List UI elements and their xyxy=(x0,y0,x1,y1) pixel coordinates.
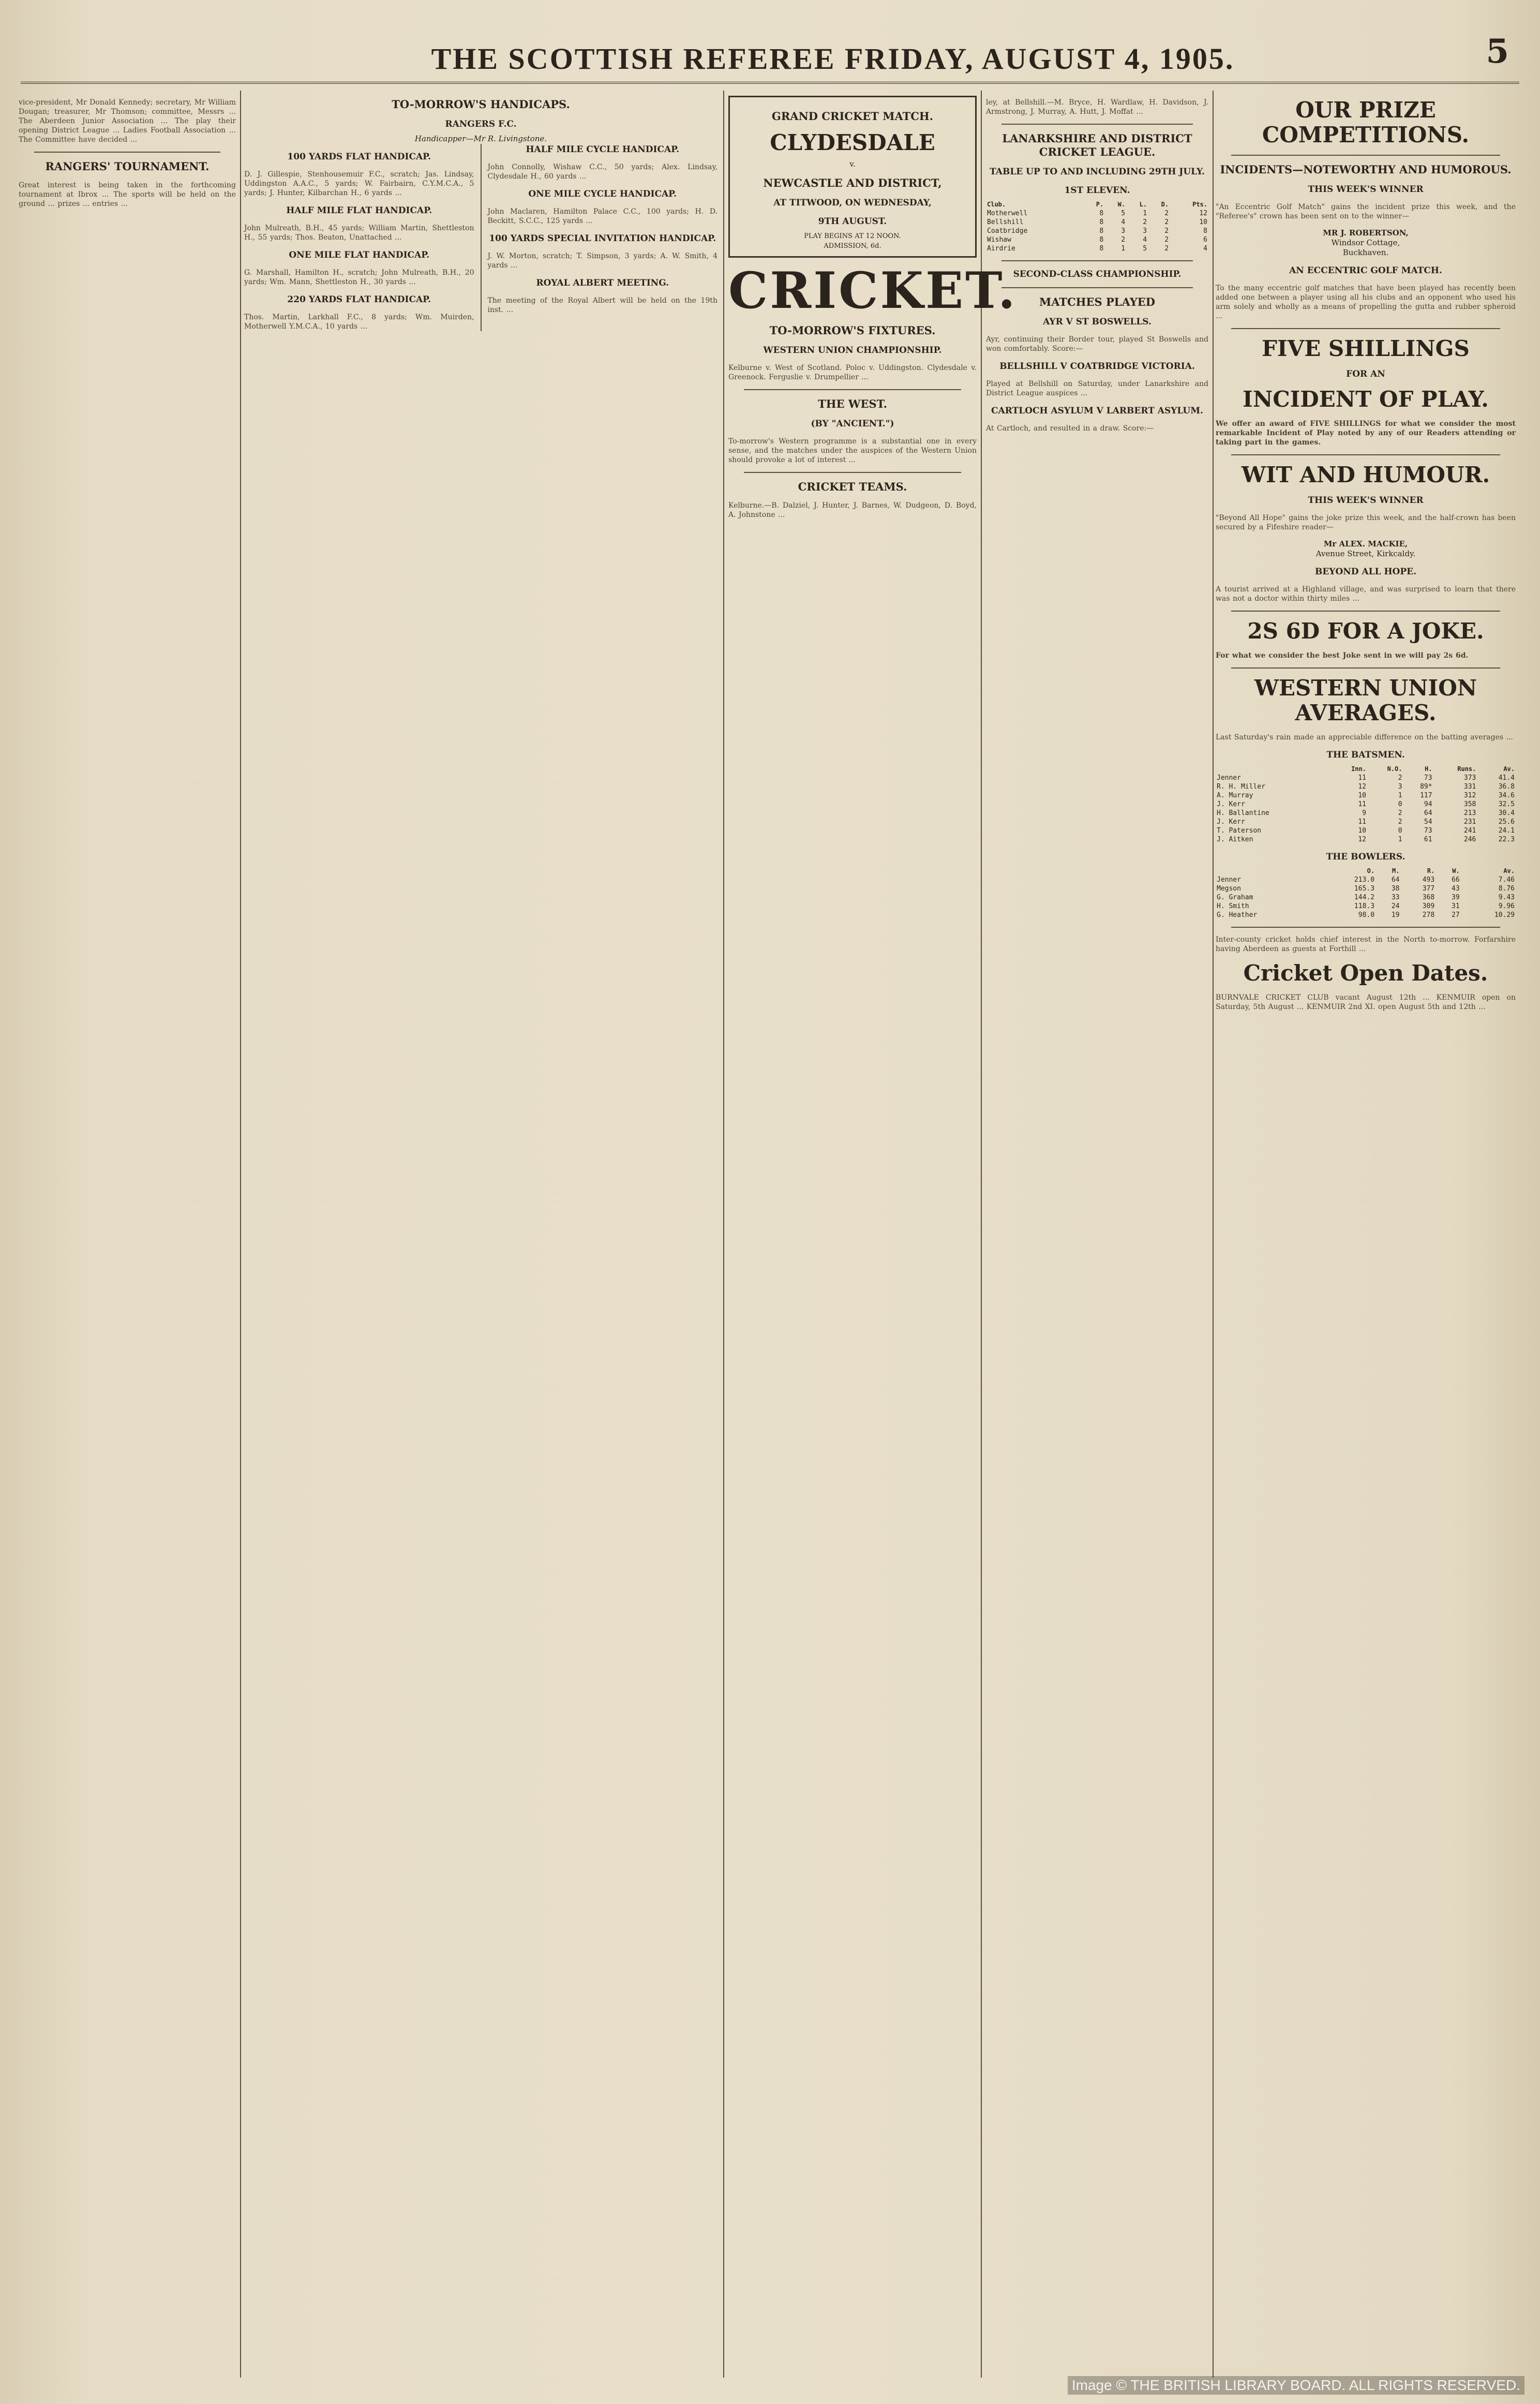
table-cell: H. Smith xyxy=(1217,902,1249,910)
divider xyxy=(1231,927,1500,928)
table-cell: T. Paterson xyxy=(1217,827,1262,835)
match-heading: AYR V ST BOSWELLS. xyxy=(1043,317,1152,327)
table-cell: 8.76 xyxy=(1498,885,1515,893)
announcement-title: GRAND CRICKET MATCH. xyxy=(771,110,934,123)
table-cell: 2 xyxy=(1164,227,1169,235)
table-cell: 34.6 xyxy=(1498,792,1515,799)
table-header-cell xyxy=(1216,867,1321,875)
table-cell: 2 xyxy=(1164,218,1169,226)
table-cell: J. Kerr xyxy=(1217,800,1245,808)
table-header-cell: N.O. xyxy=(1387,765,1402,773)
article-text: Inter-county cricket holds chief interest in the North to-morrow. Forfarshire having Aberdeen as guests at Forthill ... xyxy=(1216,936,1516,953)
table-cell: J. Aitken xyxy=(1217,836,1253,843)
section-subheading: THE BATSMEN. xyxy=(1326,750,1405,760)
table-cell: 2 xyxy=(1164,245,1169,253)
table-cell: 9.43 xyxy=(1498,894,1515,901)
table-cell: 377 xyxy=(1422,885,1435,893)
table-cell: 66 xyxy=(1452,876,1460,884)
article-text: "An Eccentric Golf Match" gains the incident prize this week, and the "Referee's" crown has been sent on to the winner— xyxy=(1216,203,1516,220)
table-cell: 61 xyxy=(1424,836,1432,843)
article-heading: AN ECCENTRIC GOLF MATCH. xyxy=(1289,265,1442,276)
section-subheading: ONE MILE CYCLE HANDICAP. xyxy=(528,189,677,199)
article-heading: INCIDENTS—NOTEWORTHY AND HUMOROUS. xyxy=(1220,163,1512,176)
table-header-cell: Inn. xyxy=(1351,765,1366,773)
table-cell: 5 xyxy=(1121,210,1126,217)
table-cell: 10 xyxy=(1358,792,1366,799)
section-subheading: FOR AN xyxy=(1346,369,1385,379)
article-text: A tourist arrived at a Highland village, and was surprised to learn that there was not a doctor within thirty miles ... xyxy=(1216,585,1516,603)
table-cell: 64 xyxy=(1424,809,1432,817)
table-header-cell: Av. xyxy=(1503,765,1515,773)
table-cell: 2 xyxy=(1164,210,1169,217)
match-announcement xyxy=(728,96,977,258)
announcement-line: AT TITWOOD, ON WEDNESDAY, xyxy=(773,198,932,208)
table-cell: 9 xyxy=(1362,809,1366,817)
table-row xyxy=(1216,782,1516,791)
section-subheading: THE BOWLERS. xyxy=(1326,852,1406,862)
divider xyxy=(34,152,220,153)
table-cell: 11 xyxy=(1358,800,1366,808)
table-row xyxy=(1216,791,1516,800)
table-cell: 0 xyxy=(1398,800,1402,808)
table-cell: 73 xyxy=(1424,827,1432,835)
table-cell: 33 xyxy=(1391,894,1400,901)
table-row xyxy=(1216,809,1516,818)
league-table xyxy=(986,200,1208,253)
byline: (BY "ANCIENT.") xyxy=(811,419,894,429)
table-cell: 1 xyxy=(1398,792,1402,799)
table-row xyxy=(1216,818,1516,826)
table-row xyxy=(1216,884,1516,893)
article-heading: INCIDENT OF PLAY. xyxy=(1243,387,1489,412)
table-cell: 8 xyxy=(1099,245,1104,253)
table-cell: Motherwell xyxy=(987,210,1028,217)
table-cell: 10 xyxy=(1358,827,1366,835)
handicap-listings xyxy=(244,144,717,331)
table-header-cell: H. xyxy=(1425,765,1432,773)
article-heading: TO-MORROW'S HANDICAPS. xyxy=(392,98,570,111)
table-row xyxy=(1216,774,1516,782)
batting-averages-table xyxy=(1216,765,1516,844)
table-cell: Coatbridge xyxy=(987,227,1028,235)
table-header-cell: P. xyxy=(1096,201,1104,208)
article-text: BURNVALE CRICKET CLUB vacant August 12th ... KENMUIR open on Saturday, 5th August ... KENMUIR 2nd XI. open August 5th and 12th ... xyxy=(1216,993,1516,1011)
table-cell: 331 xyxy=(1463,783,1476,791)
section-text: D. J. Gillespie, Stenhousemuir F.C., scratch; Jas. Lindsay, Uddingston A.A.C., 5 yards; W. Fairbairn, C.Y.M.C.A., 5 yards; J. Hunter, Kilbarchan H., 6 yards ... xyxy=(244,170,474,197)
masthead xyxy=(0,32,1540,83)
table-header-cell: Av. xyxy=(1503,867,1515,874)
article-heading: LANARKSHIRE AND DISTRICT CRICKET LEAGUE. xyxy=(1002,132,1192,158)
table-cell: 0 xyxy=(1398,827,1402,835)
section-text: John Connolly, Wishaw C.C., 50 yards; Alex. Lindsay, Clydesdale H., 60 yards ... xyxy=(487,163,717,181)
table-header-cell: L. xyxy=(1139,201,1147,208)
bowling-table-body xyxy=(1216,875,1516,919)
table-cell: 2 xyxy=(1164,236,1169,244)
table-cell: 10.29 xyxy=(1494,911,1515,919)
article-text: "Beyond All Hope" gains the joke prize this week, and the half-crown has been secured by a Fifeshire reader— xyxy=(1216,514,1516,531)
table-row xyxy=(1216,800,1516,809)
table-header-cell: Runs. xyxy=(1457,765,1476,773)
table-cell: 98.0 xyxy=(1358,911,1375,919)
table-cell: 11 xyxy=(1358,774,1366,782)
winner-address: Buckhaven. xyxy=(1342,248,1389,257)
table-cell: 165.3 xyxy=(1354,885,1375,893)
table-cell: 2 xyxy=(1398,774,1402,782)
table-cell: 358 xyxy=(1463,800,1476,808)
table-cell: 31 xyxy=(1452,902,1460,910)
table-cell: A. Murray xyxy=(1217,792,1253,799)
article-text: ley, at Bellshill.—M. Bryce, H. Wardlaw, H. Davidson, J. Armstrong, J. Murray, A. Hutt, J. Moffat ... xyxy=(986,98,1208,116)
divider xyxy=(744,472,961,473)
section-subheading: 100 YARDS SPECIAL INVITATION HANDICAP. xyxy=(489,233,716,244)
table-cell: 8 xyxy=(1099,218,1104,226)
section-subheading: HALF MILE FLAT HANDICAP. xyxy=(286,205,432,216)
section-subheading: THIS WEEK'S WINNER xyxy=(1308,495,1424,506)
table-row xyxy=(1216,911,1516,919)
article-heading: Cricket Open Dates. xyxy=(1243,960,1488,986)
page-title: THE SCOTTISH REFEREE FRIDAY, AUGUST 4, 1905. xyxy=(431,42,1235,76)
table-cell: 8 xyxy=(1099,210,1104,217)
table-cell: 117 xyxy=(1420,792,1432,799)
table-cell: 3 xyxy=(1121,227,1126,235)
table-cell: 32.5 xyxy=(1498,800,1515,808)
table-cell: 36.8 xyxy=(1498,783,1515,791)
handicapper-note: Handicapper—Mr R. Livingstone. xyxy=(414,134,547,143)
match-heading: CARTLOCH ASYLUM V LARBERT ASYLUM. xyxy=(991,406,1203,416)
table-cell: 8 xyxy=(1099,236,1104,244)
section-subheading: HALF MILE CYCLE HANDICAP. xyxy=(526,144,680,155)
table-cell: 2 xyxy=(1143,218,1147,226)
table-row xyxy=(986,218,1208,227)
table-cell: 4 xyxy=(1121,218,1126,226)
table-header-cell: O. xyxy=(1367,867,1375,874)
section-text: The meeting of the Royal Albert will be held on the 19th inst. ... xyxy=(487,296,717,314)
table-cell: R. H. Miller xyxy=(1217,783,1265,791)
article-heading: 2S 6D FOR A JOKE. xyxy=(1247,618,1484,644)
table-cell: G. Graham xyxy=(1217,894,1253,901)
article-heading: WIT AND HUMOUR. xyxy=(1241,462,1490,487)
section-text: J. W. Morton, scratch; T. Simpson, 3 yards; A. W. Smith, 4 yards ... xyxy=(487,252,717,270)
table-cell: 54 xyxy=(1424,818,1432,826)
batting-table-body xyxy=(1216,774,1516,844)
league-table-body xyxy=(986,209,1208,253)
table-header-row xyxy=(1216,765,1516,774)
table-cell: 246 xyxy=(1463,836,1476,843)
article-text: Kelburne.—B. Dalziel, J. Hunter, J. Barnes, W. Dudgeon, D. Boyd, A. Johnstone ... xyxy=(728,501,977,519)
table-cell: 309 xyxy=(1422,902,1435,910)
announcement-line: NEWCASTLE AND DISTRICT, xyxy=(763,176,942,189)
section-text: G. Marshall, Hamilton H., scratch; John Mulreath, B.H., 20 yards; Wm. Mann, Shettleston H., 30 yards ... xyxy=(244,269,474,286)
article-heading: THE WEST. xyxy=(818,397,887,410)
match-heading: BELLSHILL V COATBRIDGE VICTORIA. xyxy=(999,361,1195,372)
table-cell: 11 xyxy=(1358,818,1366,826)
table-cell: Megson xyxy=(1217,885,1241,893)
section-subheading: ONE MILE FLAT HANDICAP. xyxy=(289,250,430,260)
table-cell: J. Kerr xyxy=(1217,818,1245,826)
table-cell: Jenner xyxy=(1217,774,1241,782)
table-row xyxy=(986,244,1208,253)
divider xyxy=(1001,287,1193,288)
table-header-row xyxy=(986,200,1208,209)
table-cell: 9.96 xyxy=(1498,902,1515,910)
table-row xyxy=(1216,902,1516,911)
table-row xyxy=(986,209,1208,218)
table-cell: 1 xyxy=(1398,836,1402,843)
table-cell: 22.3 xyxy=(1498,836,1515,843)
table-row xyxy=(1216,835,1516,844)
table-row xyxy=(1216,875,1516,884)
article-text: Ayr, continuing their Border tour, played St Boswells and won comfortably. Score:— xyxy=(986,335,1208,353)
section-text: John Maclaren, Hamilton Palace C.C., 100 yards; H. D. Beckitt, S.C.C., 125 yards ... xyxy=(487,207,717,225)
article-text: Last Saturday's rain made an appreciable difference on the batting averages ... xyxy=(1216,733,1513,741)
article-heading: BEYOND ALL HOPE. xyxy=(1314,567,1416,577)
table-cell: 6 xyxy=(1203,236,1207,244)
table-cell: Bellshill xyxy=(987,218,1024,226)
table-cell: 19 xyxy=(1391,911,1400,919)
table-row xyxy=(1216,893,1516,902)
winner-name: MR J. ROBERTSON, xyxy=(1323,228,1409,238)
divider xyxy=(1231,155,1500,156)
table-cell: Jenner xyxy=(1217,876,1241,884)
table-cell: 213 xyxy=(1463,809,1476,817)
divider xyxy=(1231,611,1500,612)
announcement-line: v. xyxy=(849,159,856,169)
table-cell: 241 xyxy=(1463,827,1476,835)
page-number: 5 xyxy=(1486,32,1509,71)
column-rule xyxy=(1213,91,1214,2378)
table-cell: 368 xyxy=(1422,894,1435,901)
table-cell: 278 xyxy=(1422,911,1435,919)
table-header-cell: M. xyxy=(1392,867,1400,874)
table-cell: 7.46 xyxy=(1498,876,1515,884)
table-cell: Airdrie xyxy=(987,245,1015,253)
table-cell: 5 xyxy=(1143,245,1147,253)
section-subheading: RANGERS F.C. xyxy=(445,119,517,129)
table-cell: 3 xyxy=(1398,783,1402,791)
table-cell: 2 xyxy=(1398,818,1402,826)
table-header-cell: Pts. xyxy=(1192,201,1207,208)
table-cell: 1 xyxy=(1121,245,1126,253)
table-cell: 493 xyxy=(1422,876,1435,884)
announcement-line: ADMISSION, 6d. xyxy=(824,242,881,250)
image-credit: Image © THE BRITISH LIBRARY BOARD. ALL RIGHTS RESERVED. xyxy=(1068,2376,1524,2395)
table-cell: 43 xyxy=(1452,885,1460,893)
table-cell: 25.6 xyxy=(1498,818,1515,826)
article-heading: TO-MORROW'S FIXTURES. xyxy=(769,324,936,337)
section-subheading: TABLE UP TO AND INCLUDING 29TH JULY. xyxy=(990,167,1205,177)
column-5 xyxy=(1216,91,1516,2378)
competitions-heading: OUR PRIZE COMPETITIONS. xyxy=(1262,97,1470,147)
table-cell: 213.0 xyxy=(1354,876,1375,884)
table-cell: 12 xyxy=(1199,210,1207,217)
divider xyxy=(1231,328,1500,329)
table-cell: 144.2 xyxy=(1354,894,1375,901)
table-row xyxy=(1216,826,1516,835)
table-cell: 38 xyxy=(1391,885,1400,893)
table-cell: 118.3 xyxy=(1354,902,1375,910)
section-subheading: 1ST ELEVEN. xyxy=(1064,185,1130,196)
table-header-cell: D. xyxy=(1161,201,1169,208)
table-cell: 4 xyxy=(1203,245,1207,253)
article-text: Great interest is being taken in the forthcoming tournament at Ibrox ... The sports will be held on the ground ... prizes ... entries ... xyxy=(19,181,236,208)
divider xyxy=(1001,260,1193,261)
table-cell: Wishaw xyxy=(987,236,1011,244)
masthead-rule xyxy=(21,82,1519,84)
section-masthead: CRICKET. xyxy=(728,261,1018,320)
column-rule xyxy=(723,91,724,2378)
table-cell: 8 xyxy=(1099,227,1104,235)
column-rule xyxy=(240,91,241,2378)
table-cell: G. Heather xyxy=(1217,911,1258,919)
column-4 xyxy=(986,91,1208,2378)
article-text: To-morrow's Western programme is a substantial one in every sense, and the matches under the auspices of the Western Union should provoke a lot of interest ... xyxy=(728,437,977,464)
table-cell: 41.4 xyxy=(1498,774,1515,782)
article-heading: SECOND-CLASS CHAMPIONSHIP. xyxy=(1013,269,1182,279)
table-row xyxy=(986,227,1208,235)
table-cell: 94 xyxy=(1424,800,1432,808)
divider xyxy=(1231,454,1500,455)
article-text: vice-president, Mr Donald Kennedy; secretary, Mr William Dougan; treasurer, Mr Thomson; committee, Messrs ... The Aberdeen Junior Association ... The play their opening District League ... Ladies Football Association ... The Committee have decided ... xyxy=(19,98,236,144)
article-heading: MATCHES PLAYED xyxy=(1039,295,1156,308)
table-cell: 4 xyxy=(1143,236,1147,244)
article-text: For what we consider the best Joke sent in we will pay 2s 6d. xyxy=(1216,651,1469,660)
table-cell: 10 xyxy=(1199,218,1207,226)
table-cell: 24.1 xyxy=(1498,827,1515,835)
table-cell: 1 xyxy=(1143,210,1147,217)
section-subheading: THIS WEEK'S WINNER xyxy=(1308,184,1424,195)
table-cell: 30.4 xyxy=(1498,809,1515,817)
table-cell: 2 xyxy=(1398,809,1402,817)
table-cell: 12 xyxy=(1358,783,1366,791)
article-heading: RANGERS' TOURNAMENT. xyxy=(45,160,210,173)
article-text: To the many eccentric golf matches that have been played has recently been added one between a player using all his clubs and an opponent who used his arm solely and wholly as a means of propelling the gutta and rubber spheroid ... xyxy=(1216,284,1516,320)
table-header-cell: R. xyxy=(1427,867,1435,874)
table-cell: 89* xyxy=(1420,783,1432,791)
table-header-cell: W. xyxy=(1452,867,1460,874)
announcement-line: CLYDESDALE xyxy=(770,130,935,155)
divider xyxy=(1231,667,1500,669)
table-cell: 12 xyxy=(1358,836,1366,843)
table-header-cell: W. xyxy=(1117,201,1126,208)
table-cell: 3 xyxy=(1143,227,1147,235)
divider xyxy=(1001,124,1193,125)
table-cell: 8 xyxy=(1203,227,1207,235)
article-text: Played at Bellshill on Saturday, under Lanarkshire and District League auspices ... xyxy=(986,380,1208,397)
section-subheading: WESTERN UNION CHAMPIONSHIP. xyxy=(763,345,942,355)
table-cell: 64 xyxy=(1391,876,1400,884)
bowling-averages-table xyxy=(1216,867,1516,919)
announcement-line: PLAY BEGINS AT 12 NOON. xyxy=(804,232,901,240)
section-subheading: ROYAL ALBERT MEETING. xyxy=(536,278,669,288)
article-text: At Cartloch, and resulted in a draw. Score:— xyxy=(986,424,1154,433)
column-2 xyxy=(244,91,717,2378)
table-cell: 73 xyxy=(1424,774,1432,782)
article-text: We offer an award of FIVE SHILLINGS for what we consider the most remarkable Incident of Play noted by any of our Readers attending or taking part in the games. xyxy=(1216,420,1516,447)
section-subheading: 220 YARDS FLAT HANDICAP. xyxy=(287,294,431,305)
column-1 xyxy=(19,91,236,2378)
section-text: Thos. Martin, Larkhall F.C., 8 yards; Wm. Muirden, Motherwell Y.M.C.A., 10 yards ... xyxy=(244,313,474,331)
article-heading: FIVE SHILLINGS xyxy=(1262,336,1470,361)
column-rule xyxy=(981,91,982,2378)
table-header-cell: Club. xyxy=(987,201,1006,208)
table-cell: 231 xyxy=(1463,818,1476,826)
table-cell: H. Ballantine xyxy=(1217,809,1269,817)
winner-name: Mr ALEX. MACKIE, xyxy=(1323,539,1408,548)
announcement-line: 9TH AUGUST. xyxy=(818,216,887,227)
winner-address: Windsor Cottage, xyxy=(1331,238,1400,247)
table-cell: 24 xyxy=(1391,902,1400,910)
section-text: John Mulreath, B.H., 45 yards; William Martin, Shettleston H., 55 yards; Thos. Beaton, Unattached ... xyxy=(244,224,474,242)
section-subheading: 100 YARDS FLAT HANDICAP. xyxy=(287,152,431,162)
article-heading: CRICKET TEAMS. xyxy=(798,480,907,493)
table-header-row xyxy=(1216,867,1516,875)
article-heading: WESTERN UNION AVERAGES. xyxy=(1254,675,1477,725)
table-cell: 373 xyxy=(1463,774,1476,782)
table-header-cell xyxy=(1216,765,1331,774)
table-cell: 39 xyxy=(1452,894,1460,901)
divider xyxy=(744,389,961,390)
winner-address: Avenue Street, Kirkcaldy. xyxy=(1315,549,1416,558)
table-cell: 2 xyxy=(1121,236,1126,244)
article-text: Kelburne v. West of Scotland. Poloc v. Uddingston. Clydesdale v. Greenock. Ferguslie v. Drumpellier ... xyxy=(728,364,977,381)
table-cell: 27 xyxy=(1452,911,1460,919)
table-row xyxy=(986,235,1208,244)
table-cell: 312 xyxy=(1463,792,1476,799)
